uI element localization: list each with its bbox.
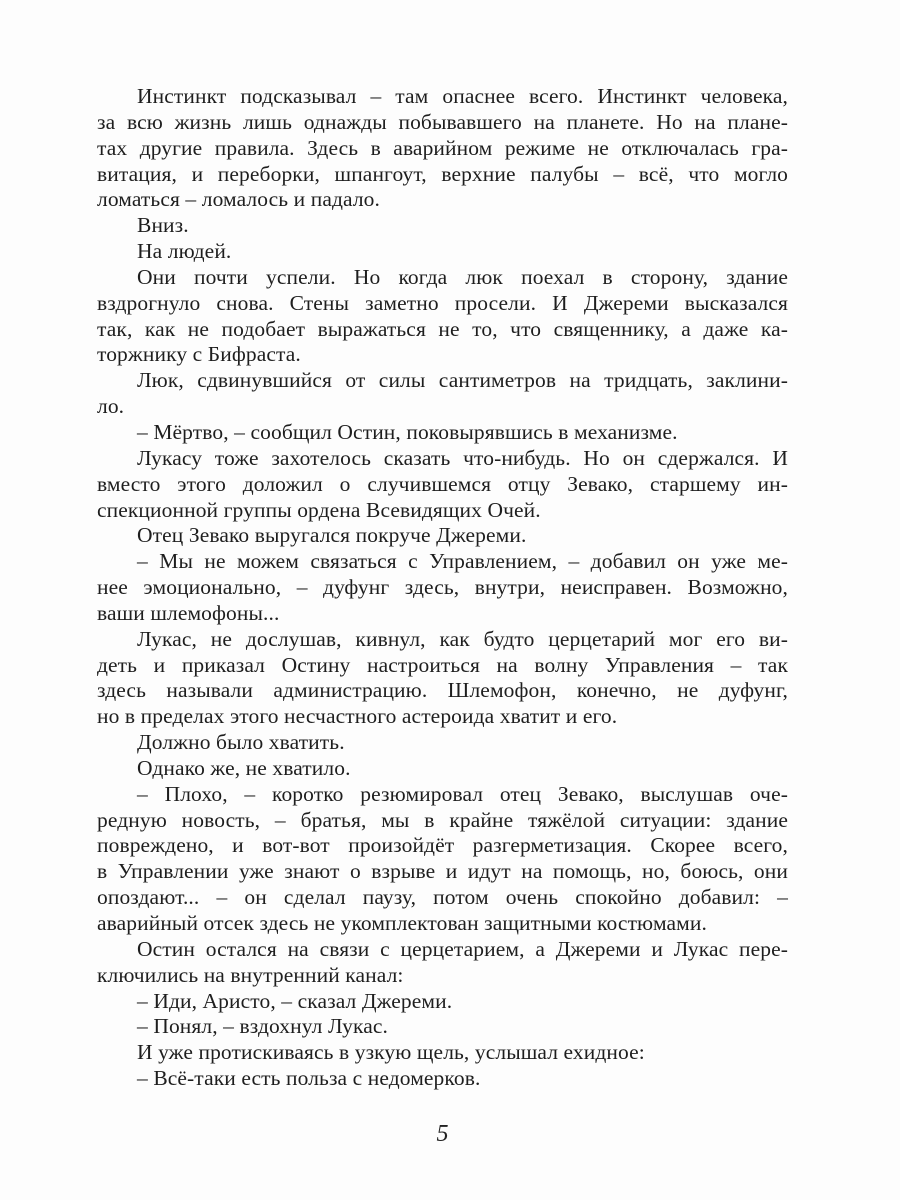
text-line: На людей. xyxy=(137,239,232,264)
text-line: Остин остался на связи с церцетарием, а Джереми и Лукас пере- xyxy=(137,936,788,961)
text-line: – Мёртво, – сообщил Остин, поковырявшись в механизме. xyxy=(137,419,678,444)
text-line: ломаться – ломалось и падало. xyxy=(97,187,380,212)
text-line: Однако же, не хватило. xyxy=(137,755,351,780)
paragraph xyxy=(97,549,788,627)
text-line: вместо этого доложил о случившемся отцу Зевако, старшему ин- xyxy=(97,471,788,496)
text-line: Они почти успели. Но когда люк поехал в сторону, здание xyxy=(137,264,788,289)
paragraph xyxy=(97,213,788,239)
text-line: торжнику с Бифраста. xyxy=(97,342,301,367)
text-line: Лукасу тоже захотелось сказать что-нибудь. Но он сдержался. И xyxy=(137,445,788,470)
paragraph xyxy=(97,420,788,446)
text-line: – Плохо, – коротко резюмировал отец Зевако, выслушав оче- xyxy=(137,781,788,806)
text-line: нее эмоционально, – дуфунг здесь, внутри, неисправен. Возможно, xyxy=(97,575,788,600)
paragraph xyxy=(97,782,788,937)
text-line: спекционной группы ордена Всевидящих Очей. xyxy=(97,497,541,522)
text-line: ваши шлемофоны... xyxy=(97,600,280,625)
text-line: вздрогнуло снова. Стены заметно просели. И Джереми высказался xyxy=(97,290,788,315)
paragraph xyxy=(97,1040,788,1066)
text-line: деть и приказал Остину настроиться на волну Управления – так xyxy=(97,652,788,677)
paragraph xyxy=(97,265,788,368)
text-block xyxy=(97,84,788,1092)
text-line: Должно было хватить. xyxy=(137,730,345,755)
text-line: тах другие правила. Здесь в аварийном режиме не отключалась гра- xyxy=(97,135,788,160)
text-line: – Мы не можем связаться с Управлением, – добавил он уже ме- xyxy=(137,549,788,574)
paragraph xyxy=(97,1066,788,1092)
text-line: редную новость, – братья, мы в крайне тяжёлой ситуации: здание xyxy=(97,807,788,832)
text-line: ключились на внутренний канал: xyxy=(97,962,404,987)
paragraph xyxy=(97,368,788,420)
paragraph xyxy=(97,84,788,213)
paragraph xyxy=(97,446,788,524)
text-line: Люк, сдвинувшийся от силы сантиметров на тридцать, заклини- xyxy=(137,368,788,393)
text-line: – Иди, Аристо, – сказал Джереми. xyxy=(137,988,453,1013)
text-line: Вниз. xyxy=(137,213,189,238)
text-line: опоздают... – он сделал паузу, потом очень спокойно добавил: – xyxy=(97,885,788,910)
paragraph xyxy=(97,523,788,549)
text-line: аварийный отсек здесь не укомплектован защитными костюмами. xyxy=(97,911,707,935)
text-line: но в пределах этого несчастного астероида хватит и его. xyxy=(97,704,618,729)
paragraph xyxy=(97,1014,788,1040)
page-number: 5 xyxy=(436,1121,449,1147)
text-line: И уже протискиваясь в узкую щель, услышал ехидное: xyxy=(137,1040,645,1065)
text-line: ло. xyxy=(97,394,125,419)
text-line: так, как не подобает выражаться не то, что священнику, а даже ка- xyxy=(97,316,788,341)
text-line: повреждено, и вот-вот произойдёт разгерметизация. Скорее всего, xyxy=(97,833,788,858)
paragraph xyxy=(97,239,788,265)
text-line: – Понял, – вздохнул Лукас. xyxy=(137,1014,388,1039)
paragraph xyxy=(97,627,788,730)
text-line: – Всё-таки есть польза с недомерков. xyxy=(137,1066,481,1091)
text-line: Инстинкт подсказывал – там опаснее всего. Инстинкт человека, xyxy=(137,84,788,108)
paragraph xyxy=(97,756,788,782)
paragraph xyxy=(97,989,788,1015)
text-line: в Управлении уже знают о взрыве и идут на помощь, но, боюсь, они xyxy=(97,859,788,884)
paragraph xyxy=(97,937,788,989)
text-line: Отец Зевако выругался покруче Джереми. xyxy=(137,523,527,548)
text-line: витация, и переборки, шпангоут, верхние палубы – всё, что могло xyxy=(97,161,788,186)
text-line: здесь называли администрацию. Шлемофон, конечно, не дуфунг, xyxy=(97,678,788,703)
text-line: за всю жизнь лишь однажды побывавшего на планете. Но на плане- xyxy=(97,109,788,134)
paragraph xyxy=(97,730,788,756)
text-line: Лукас, не дослушав, кивнул, как будто церцетарий мог его ви- xyxy=(137,626,788,651)
